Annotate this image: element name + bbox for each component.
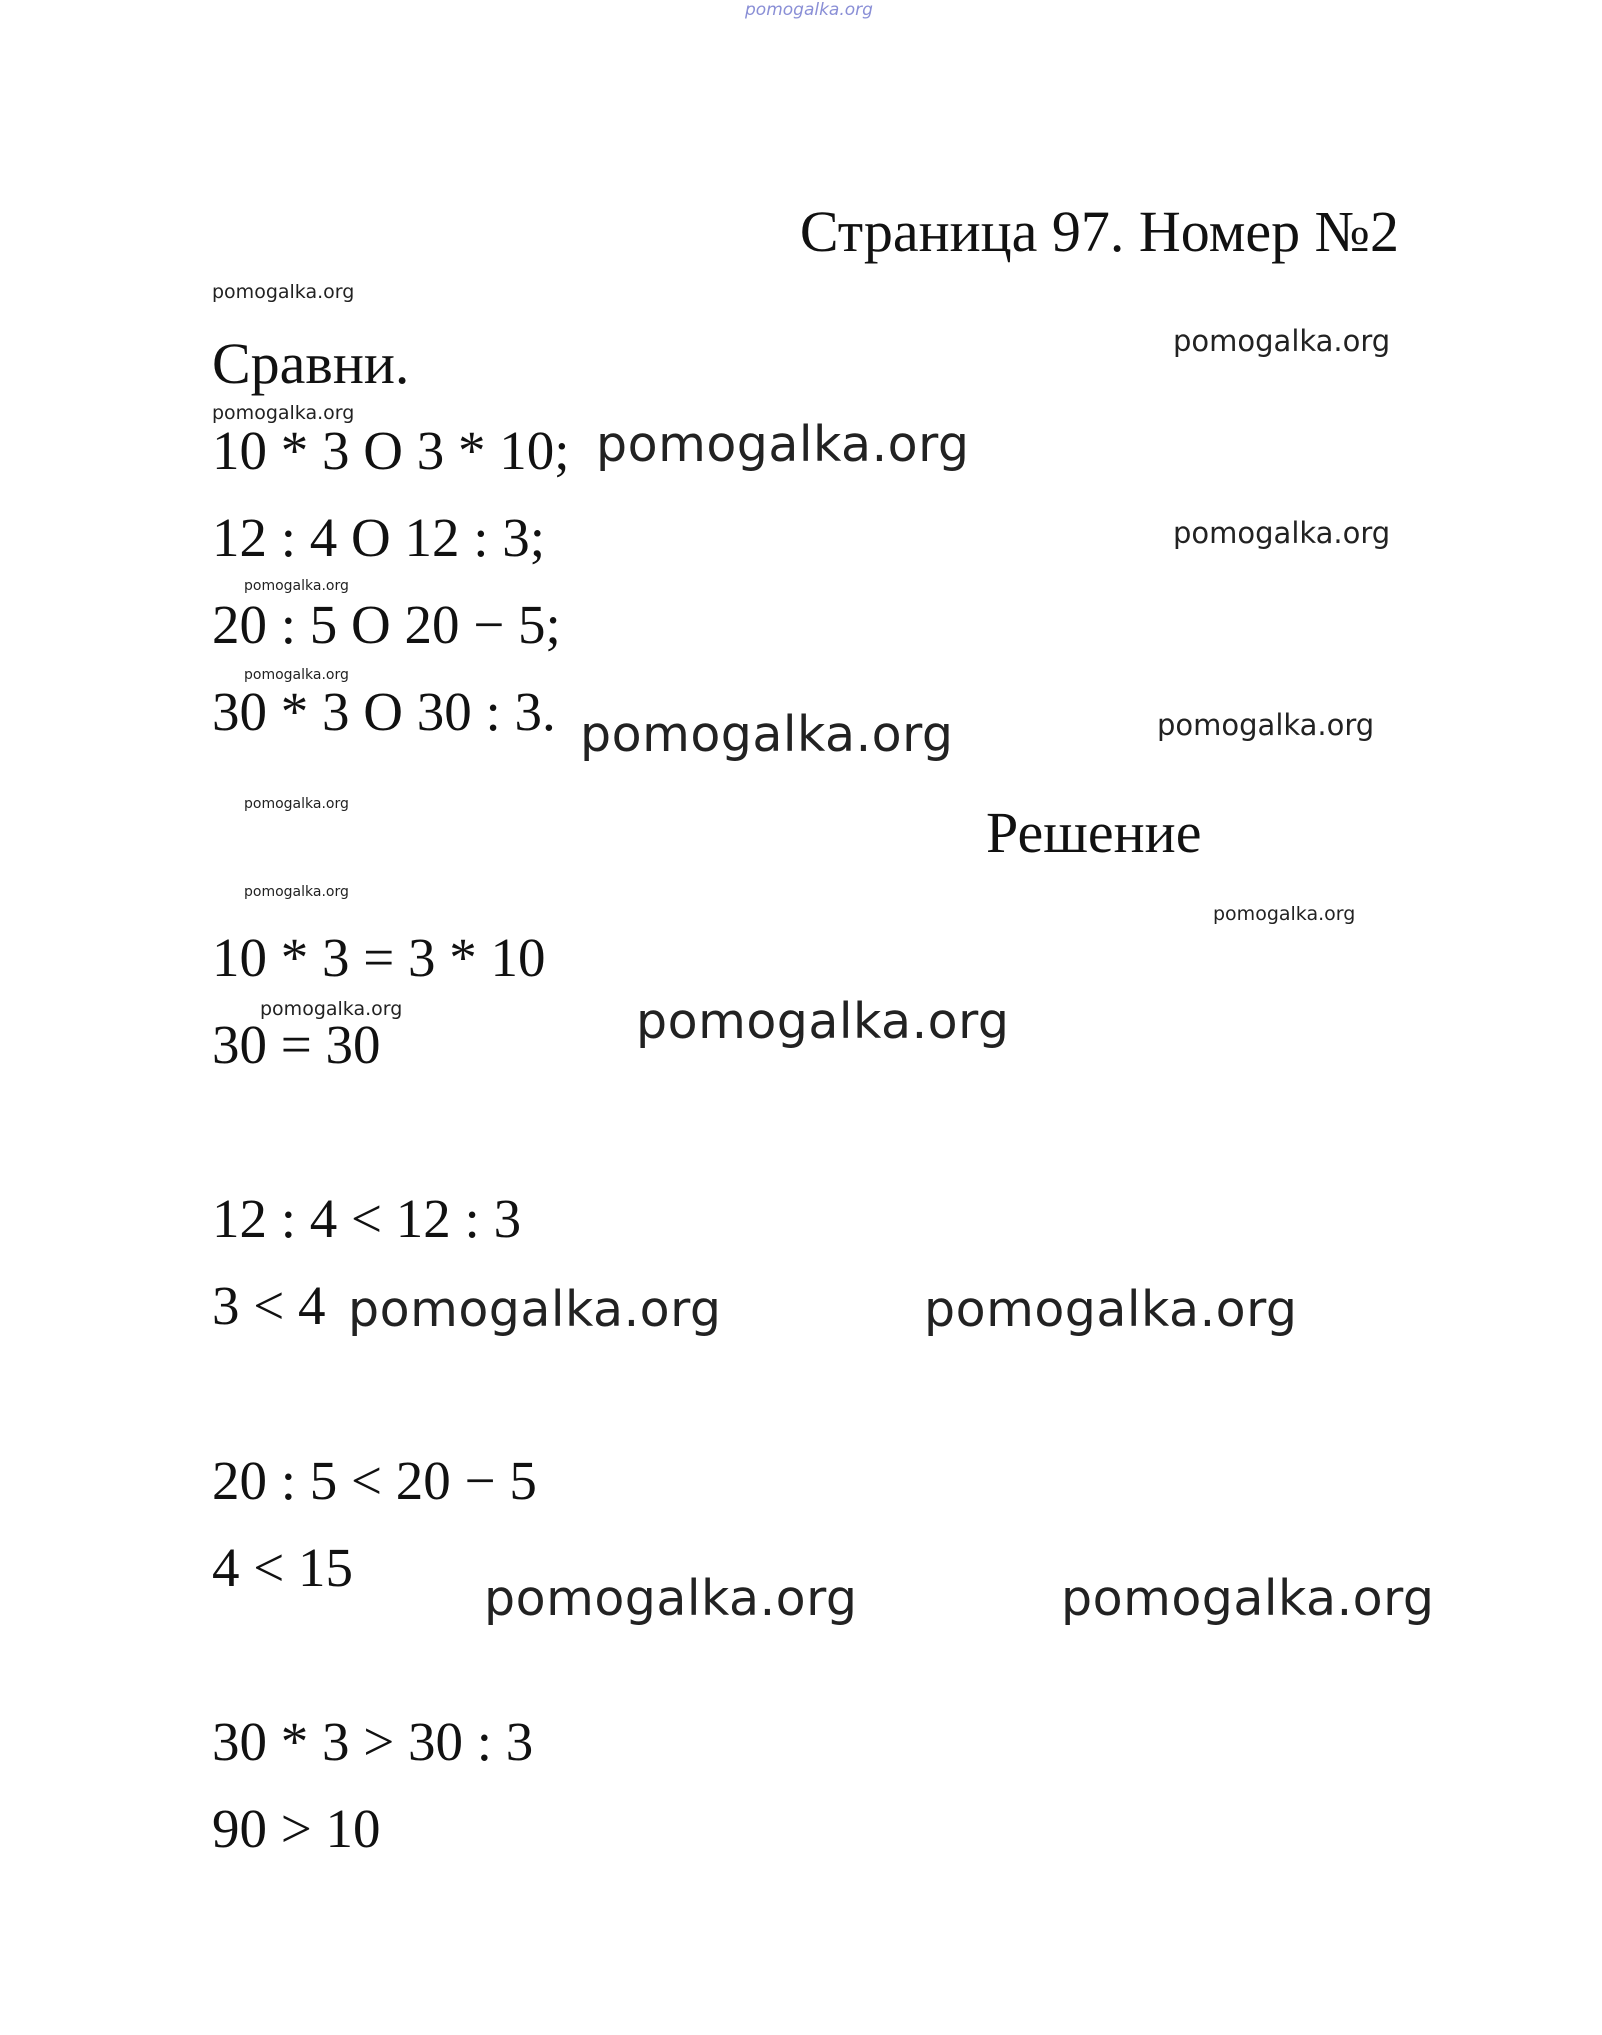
solution-expression: 12 : 4 < 12 : 3 xyxy=(212,1188,522,1249)
watermark: pomogalka.org xyxy=(212,402,355,424)
task-heading: Сравни. xyxy=(212,331,410,396)
solution-result: 90 > 10 xyxy=(212,1798,381,1859)
solution-heading: Решение xyxy=(986,800,1202,865)
solution-expression: 20 : 5 < 20 − 5 xyxy=(212,1450,537,1511)
solution-result: 4 < 15 xyxy=(212,1537,354,1598)
watermark: pomogalka.org xyxy=(924,1281,1298,1338)
task-line: 10 * 3 O 3 * 10; xyxy=(212,420,570,481)
watermark: pomogalka.org xyxy=(1157,708,1375,742)
solution-result: 3 < 4 xyxy=(212,1275,326,1336)
watermark: pomogalka.org xyxy=(1173,516,1391,550)
watermark: pomogalka.org xyxy=(580,706,954,763)
watermark: pomogalka.org xyxy=(484,1570,858,1627)
watermark: pomogalka.org xyxy=(636,993,1010,1050)
solution-result: 30 = 30 xyxy=(212,1014,381,1075)
watermark: pomogalka.org xyxy=(1061,1570,1435,1627)
watermark: pomogalka.org xyxy=(212,281,355,303)
watermark: pomogalka.org xyxy=(244,884,349,900)
solution-expression: 30 * 3 > 30 : 3 xyxy=(212,1711,534,1772)
solution-expression: 10 * 3 = 3 * 10 xyxy=(212,927,546,988)
watermark-top: pomogalka.org xyxy=(745,0,873,20)
page-title: Страница 97. Номер №2 xyxy=(799,199,1399,264)
watermark: pomogalka.org xyxy=(244,578,349,594)
task-line: 30 * 3 O 30 : 3. xyxy=(212,681,556,742)
watermark: pomogalka.org xyxy=(244,667,349,683)
watermark: pomogalka.org xyxy=(260,998,403,1020)
task-line: 12 : 4 O 12 : 3; xyxy=(212,507,546,568)
watermark: pomogalka.org xyxy=(1213,903,1356,925)
task-line: 20 : 5 O 20 − 5; xyxy=(212,594,561,655)
watermark: pomogalka.org xyxy=(1173,324,1391,358)
watermark: pomogalka.org xyxy=(348,1281,722,1338)
watermark: pomogalka.org xyxy=(596,416,970,473)
watermark: pomogalka.org xyxy=(244,796,349,812)
